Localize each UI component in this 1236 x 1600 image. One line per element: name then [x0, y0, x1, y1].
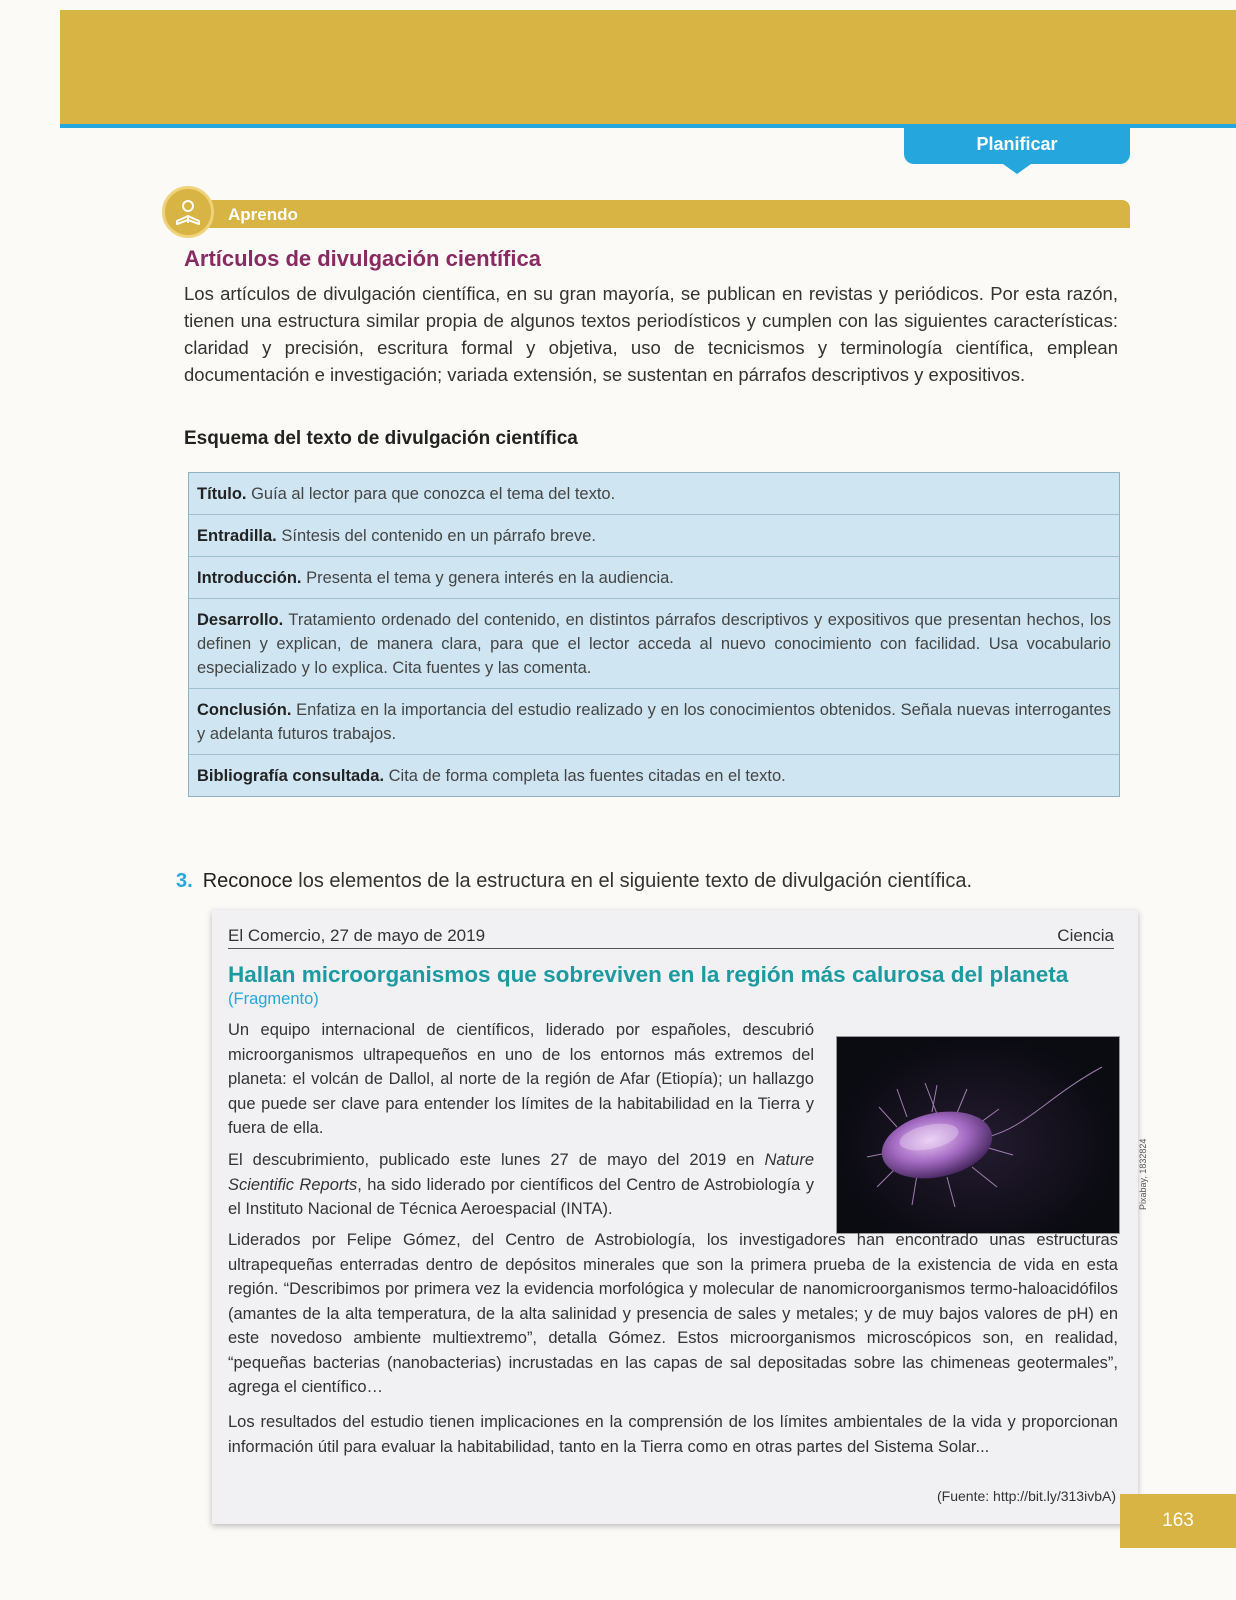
aprendo-label: Aprendo	[228, 205, 298, 224]
p2-text-a: El descubrimiento, publicado este lunes 27 de mayo del 2019 en	[228, 1151, 765, 1169]
p2-journal: Nature Scientific Reports	[228, 1151, 814, 1194]
aprendo-bar	[190, 200, 1130, 228]
tab-planificar	[904, 124, 1130, 164]
image-credit: Pixabay, 1832824	[1138, 1138, 1148, 1210]
bacterium-photo	[836, 1036, 1120, 1234]
question-verb: Reconoce	[202, 870, 293, 892]
question-3	[176, 870, 972, 893]
question-number: 3.	[176, 870, 193, 892]
scheme-desc: Tratamiento ordenado del contenido, en distintos párrafos descriptivos y expositivos que presentan hechos, los definen y explican, de manera clara, para que el lector acceda al nuevo conocimiento con facilidad. Usa vocabulario especializado y lo explica. Cita fuentes y las comenta.	[197, 611, 1111, 677]
article-paragraph-3: Liderados por Felipe Gómez, del Centro de Astrobiología, los investigadores han encontrado unas estructuras ultrapequeñas enterradas dentro de depósitos minerales que son la primera prueba de la existencia de vida en esta región. “Describimos por primera vez la evidencia morfológica y molecular de nanomicroorganismos termo-haloacidófilos (amantes de la alta temperatura, de la alta salinidad y presencia de sales y metales; y de muy bajos valores de pH) en este novedoso ambiente multiextremo”, detalla Gómez. Estos microorganismos microscópicos son, en realidad, “pequeñas bacterias (nanobacterias) incrustadas en las capas de sal depositadas sobre las chimeneas geotermales”, agrega el científico…	[228, 1231, 1118, 1396]
article-paragraph-2	[228, 1148, 814, 1222]
scheme-row-bibliografia	[189, 754, 1119, 796]
scheme-desc: Cita de forma completa las fuentes citadas en el texto.	[384, 767, 786, 785]
scheme-row-desarrollo	[189, 598, 1119, 688]
scheme-term: Entradilla.	[197, 527, 277, 545]
scheme-term: Bibliografía consultada.	[197, 767, 385, 785]
article-header	[228, 926, 1114, 949]
scheme-table	[188, 472, 1120, 797]
scheme-desc: Síntesis del contenido en un párrafo breve.	[276, 527, 596, 545]
reader-icon	[162, 186, 214, 238]
scheme-term: Conclusión.	[197, 701, 292, 719]
scheme-desc: Enfatiza en la importancia del estudio realizado y en los conocimientos obtenidos. Señala nuevas interrogantes y adelanta futuros trabajos.	[197, 701, 1111, 743]
article-paragraph-4: Los resultados del estudio tienen implicaciones en la comprensión de los límites ambientales de la vida y proporcionan información útil para evaluar la habitabilidad, tanto en la Tierra como en otras partes del Sistema Solar...	[228, 1413, 1118, 1456]
scheme-term: Título.	[197, 485, 247, 503]
p2-text-b: , ha sido liderado por científicos del Centro de Astrobiología y el Instituto Nacional de Técnica Aeroespacial (INTA).	[228, 1175, 814, 1218]
question-text: los elementos de la estructura en el siguiente texto de divulgación científica.	[292, 870, 973, 892]
article-paragraph-1: Un equipo internacional de científicos, liderado por españoles, descubrió microorganismos ultrapequeños en uno de los entornos más extremos del planeta: el volcán de Dallol, al norte de la región de Afar (Etiopía); un hallazgo que puede ser clave para entender los límites de la habitabilidad en la Tierra y fuera de ella.	[228, 1021, 814, 1137]
top-banner	[60, 10, 1236, 128]
scheme-title: Esquema del texto de divulgación científica	[184, 428, 578, 449]
intro-paragraph: Los artículos de divulgación científica, en su gran mayoría, se publican en revistas y periódicos. Por esta razón, tienen una estructura similar propia de algunos textos periodísticos y cumplen con las siguientes características: claridad y precisión, escritura formal y objetiva, uso de tecnicismos y terminología científica, emplean documentación e investigación; variada extensión, se sustentan en párrafos descriptivos y expositivos.	[184, 283, 1118, 385]
article-title: Hallan microorganismos que sobreviven en la región más calurosa del planeta	[228, 962, 1069, 987]
article-section: Ciencia	[1057, 926, 1114, 945]
scheme-row-conclusion	[189, 688, 1119, 754]
section-title: Artículos de divulgación científica	[184, 246, 541, 271]
page-number	[1120, 1494, 1236, 1548]
article-source-date: El Comercio, 27 de mayo de 2019	[228, 926, 486, 945]
tab-label: Planificar	[976, 133, 1058, 154]
article-fragment-label: (Fragmento)	[228, 990, 319, 1008]
scheme-row-titulo	[189, 473, 1119, 514]
scheme-term: Desarrollo.	[197, 611, 284, 629]
scheme-row-introduccion	[189, 556, 1119, 598]
page-number-text: 163	[1162, 1510, 1194, 1531]
article-box	[212, 910, 1138, 1524]
scheme-desc: Presenta el tema y genera interés en la audiencia.	[301, 569, 674, 587]
article-source-link: (Fuente: http://bit.ly/313ivbA)	[937, 1488, 1116, 1504]
scheme-row-entradilla	[189, 514, 1119, 556]
scheme-desc: Guía al lector para que conozca el tema del texto.	[246, 485, 616, 503]
scheme-term: Introducción.	[197, 569, 302, 587]
